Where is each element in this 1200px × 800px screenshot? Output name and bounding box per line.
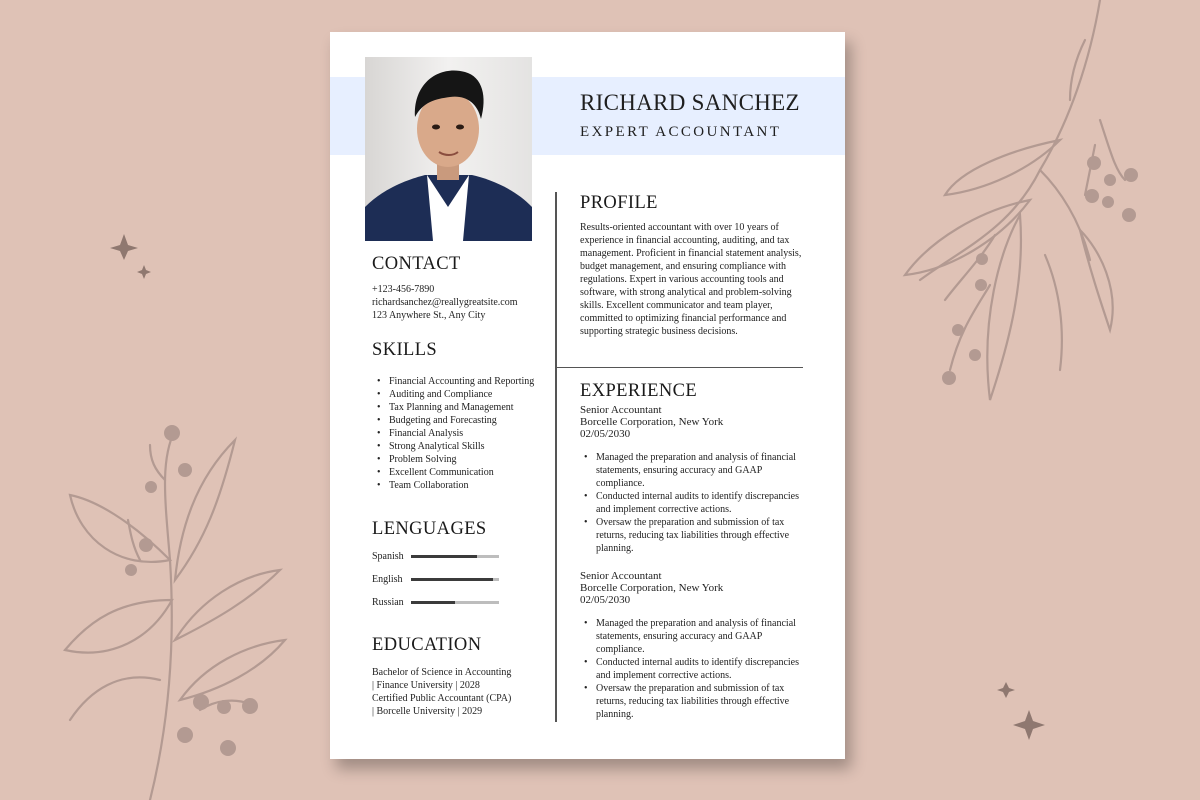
job-bullet: • Managed the preparation and analysis of financial statements, ensuring accuracy and GAAP compliance. [580,617,808,656]
profile-text: Results-oriented accountant with over 10 years of experience in financial accounting, auditing, and tax management. Proficient in financial statement analysis, budget management, and ensuring compliance with regulations. Expert in various accounting tools and software, with strong analytical and problem-solving skills. Excellent communicator and team player, committed to optimizing financial performance and supporting strategic business decisions. [580,222,802,337]
language-level-fill [411,601,455,604]
job-bullets [580,617,808,721]
languages-heading: LENGUAGES [372,519,487,539]
skills-list [372,375,542,492]
profile-heading: PROFILE [580,193,658,213]
skills-heading: SKILLS [372,340,438,360]
language-name: English [372,574,403,585]
job-bullet: • Oversaw the preparation and submission of tax returns, reducing tax liabilities through effective planning. [580,516,808,555]
section-divider [555,367,803,368]
language-level-bar [411,555,499,558]
resume-page [330,32,845,759]
language-level-fill [411,555,477,558]
language-level-bar [411,601,499,604]
candidate-name: RICHARD SANCHEZ [580,90,800,115]
language-name: Spanish [372,551,404,562]
job-company: Borcelle Corporation, New York [580,416,724,428]
job-bullet: • Oversaw the preparation and submission of tax returns, reducing tax liabilities through effective planning. [580,682,808,721]
skill-item: • Financial Accounting and Reporting [372,375,542,388]
candidate-title: EXPERT ACCOUNTANT [580,124,782,140]
language-row [372,573,512,587]
language-row [372,596,512,610]
job-bullet: • Conducted internal audits to identify discrepancies and implement corrective actions. [580,656,808,682]
contact-phone: +123-456-7890 [372,284,435,295]
education-section [372,666,547,718]
education-line: Certified Public Accountant (CPA) [372,693,512,704]
experience-heading: EXPERIENCE [580,381,698,401]
job-bullet: • Conducted internal audits to identify discrepancies and implement corrective actions. [580,490,808,516]
column-divider [555,192,557,722]
contact-heading: CONTACT [372,254,461,274]
education-line: | Borcelle University | 2029 [372,706,483,717]
job-company: Borcelle Corporation, New York [580,582,724,594]
contact-email: richardsanchez@reallygreatsite.com [372,297,518,308]
job-date: 02/05/2030 [580,428,631,440]
skill-item: • Strong Analytical Skills [372,440,542,453]
contact-section [372,283,518,322]
skill-item: • Auditing and Compliance [372,388,542,401]
skill-item: • Team Collaboration [372,479,542,492]
skill-item: • Tax Planning and Management [372,401,542,414]
job-bullets [580,451,808,555]
job-date: 02/05/2030 [580,594,631,606]
contact-address: 123 Anywhere St., Any City [372,310,486,321]
job-role: Senior Accountant [580,404,662,416]
education-line: Bachelor of Science in Accounting [372,667,512,678]
skill-item: • Financial Analysis [372,427,542,440]
language-name: Russian [372,597,404,608]
profile-photo [365,57,532,241]
education-heading: EDUCATION [372,635,482,655]
language-row [372,550,512,564]
job-role: Senior Accountant [580,570,662,582]
skill-item: • Excellent Communication [372,466,542,479]
education-line: | Finance University | 2028 [372,680,480,691]
language-level-bar [411,578,499,581]
skill-item: • Budgeting and Forecasting [372,414,542,427]
experience-entry [580,404,808,555]
experience-entry [580,570,808,721]
language-level-fill [411,578,493,581]
skill-item: • Problem Solving [372,453,542,466]
job-bullet: • Managed the preparation and analysis of financial statements, ensuring accuracy and GAAP compliance. [580,451,808,490]
